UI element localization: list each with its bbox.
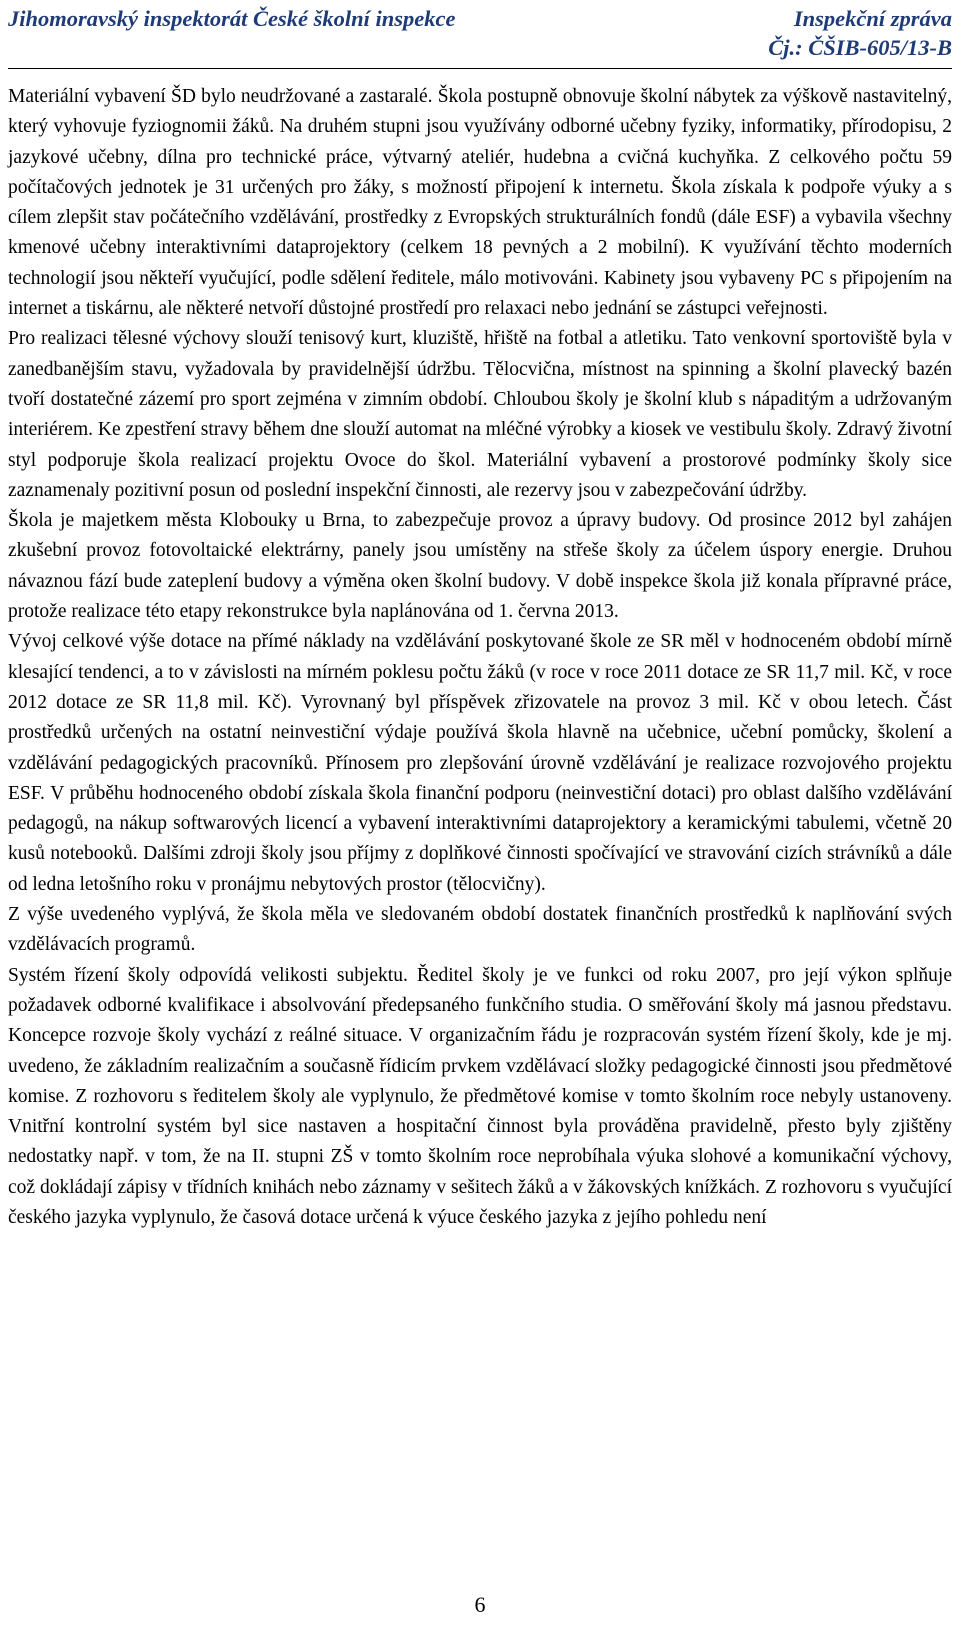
- paragraph-management: Systém řízení školy odpovídá velikosti subjektu. Ředitel školy je ve funkci od roku 2007, pro její výkon splňuje požadavek odborné kvalifikace i absolvování předepsaného funkčního studia. O směřování školy má jasnou představu. Koncepce rozvoje školy vychází z reálné situace. V organizačním řádu je rozpracován systém řízení školy, kde je mj. uvedeno, že základním realizačním a současně řídicím prvkem vzdělávací složky pedagogické činnosti jsou předmětové komise. Z rozhovoru s ředitelem školy ale vyplynulo, že předmětové komise v tomto školním roce nebyly ustanoveny. Vnitřní kontrolní systém byl sice nastaven a hospitační činnost byla prováděna pravidelně, přesto byly zjištěny nedostatky např. v tom, že na II. stupni ZŠ v tomto školním roce neprobíhala výuka slohové a komunikační výchovy, což dokládají zápisy v třídních knihách nebo záznamy v sešitech žáků a v žákovských knížkách. Z rozhovoru s vyučující českého jazyka vyplynulo, že časová dotace určená k výuce českého jazyka z jejího pohledu není: [8, 964, 952, 1228]
- paragraph-funding: Vývoj celkové výše dotace na přímé náklady na vzdělávání poskytované škole ze SR měl v hodnoceném období mírně klesající tendenci, a to v závislosti na mírném poklesu počtu žáků (v roce v roce 2011 dotace ze SR 11,7 mil. Kč, v roce 2012 dotace ze SR 11,8 mil. Kč). Vyrovnaný byl příspěvek zřizovatele na provoz 3 mil. Kč v obou letech. Část prostředků určených na ostatní neinvestiční výdaje používá škola hlavně na učebnice, učební pomůcky, školení a vzdělávání pedagogických pracovníků. Přínosem pro zlepšování úrovně vzdělávání je realizace rozvojového projektu ESF. V průběhu hodnoceného období získala škola finanční podporu (neinvestiční dotaci) pro oblast dalšího vzdělávání pedagogů, na nákup softwarových licencí a vybavení interaktivními dataprojektory a keramickými tabulemi, včetně 20 kusů notebooků. Dalšími zdroji školy jsou příjmy z doplňkové činnosti spočívající ve stravování cizích strávníků a dále od ledna letošního roku v pronájmu nebytových prostor (tělocvičny).: [8, 631, 952, 895]
- paragraph-equipment: Materiální vybavení ŠD bylo neudržované a zastaralé. Škola postupně obnovuje školní nábytek za výškově nastavitelný, který vyhovuje fyziognomii žáků. Na druhém stupni jsou využívány odborné učebny fyziky, informatiky, přírodopisu, 2 jazykové učebny, dílna pro technické práce, výtvarný ateliér, hudebna a cvičná kuchyňka. Z celkového počtu 59 počítačových jednotek je 31 určených pro žáky, s možností připojení k internetu. Škola získala k podpoře výuky a s cílem zlepšit stav počátečního vzdělávání, prostředky z Evropských strukturálních fondů (dále ESF) a vybavila všechny kmenové učebny interaktivními dataprojektory (celkem 18 pevných a 2 mobilní). K využívání těchto moderních technologií jsou někteří vyučující, podle sdělení ředitele, málo motivováni. Kabinety jsou vybaveny PC s připojením na internet a tiskárnu, ale některé netvoří důstojné prostředí pro relaxaci nebo jednání se zástupci veřejnosti.: [8, 86, 952, 320]
- inspectorate-title: Jihomoravský inspektorát České školní inspekce: [8, 6, 456, 31]
- paragraph-funding-summary: Z výše uvedeného vyplývá, že škola měla ve sledovaném období dostatek finančních prostředků k naplňování svých vzdělávacích programů.: [8, 904, 952, 956]
- paragraph-building: Škola je majetkem města Klobouky u Brna, to zabezpečuje provoz a úpravy budovy. Od prosince 2012 byl zahájen zkušební provoz fotovoltaické elektrárny, panely jsou umístěny na střeše školy za účelem úspory energie. Druhou návaznou fází bude zateplení budovy a výměna oken školní budovy. V době inspekce škola již konala přípravné práce, protože realizace této etapy rekonstrukce byla naplánována od 1. června 2013.: [8, 510, 952, 623]
- page-number: 6: [474, 1592, 486, 1617]
- page-header: [8, 4, 952, 69]
- document-body: [8, 82, 952, 1233]
- paragraph-sports-facilities: Pro realizaci tělesné výchovy slouží tenisový kurt, kluziště, hřiště na fotbal a atletiku. Tato venkovní sportoviště byla v zanedbanějším stavu, vyžadovala by pravidelnější údržbu. Tělocvična, místnost na spinning a školní plavecký bazén tvoří dostatečné zázemí pro sport zejména v zimním období. Chloubou školy je školní klub s nápaditým a udržovaným interiérem. Ke zpestření stravy během dne slouží automat na mléčné výrobky a kiosek ve vestibulu školy. Zdravý životní styl podporuje škola realizací projektu Ovoce do škol. Materiální vybavení a prostorové podmínky školy sice zaznamenaly pozitivní posun od poslední inspekční činnosti, ale rezervy jsou v zabezpečování údržby.: [8, 328, 952, 501]
- header-right-block: [768, 4, 952, 62]
- report-title: Inspekční zpráva: [793, 6, 952, 31]
- reference-number: Čj.: ČŠIB-605/13-B: [768, 35, 952, 60]
